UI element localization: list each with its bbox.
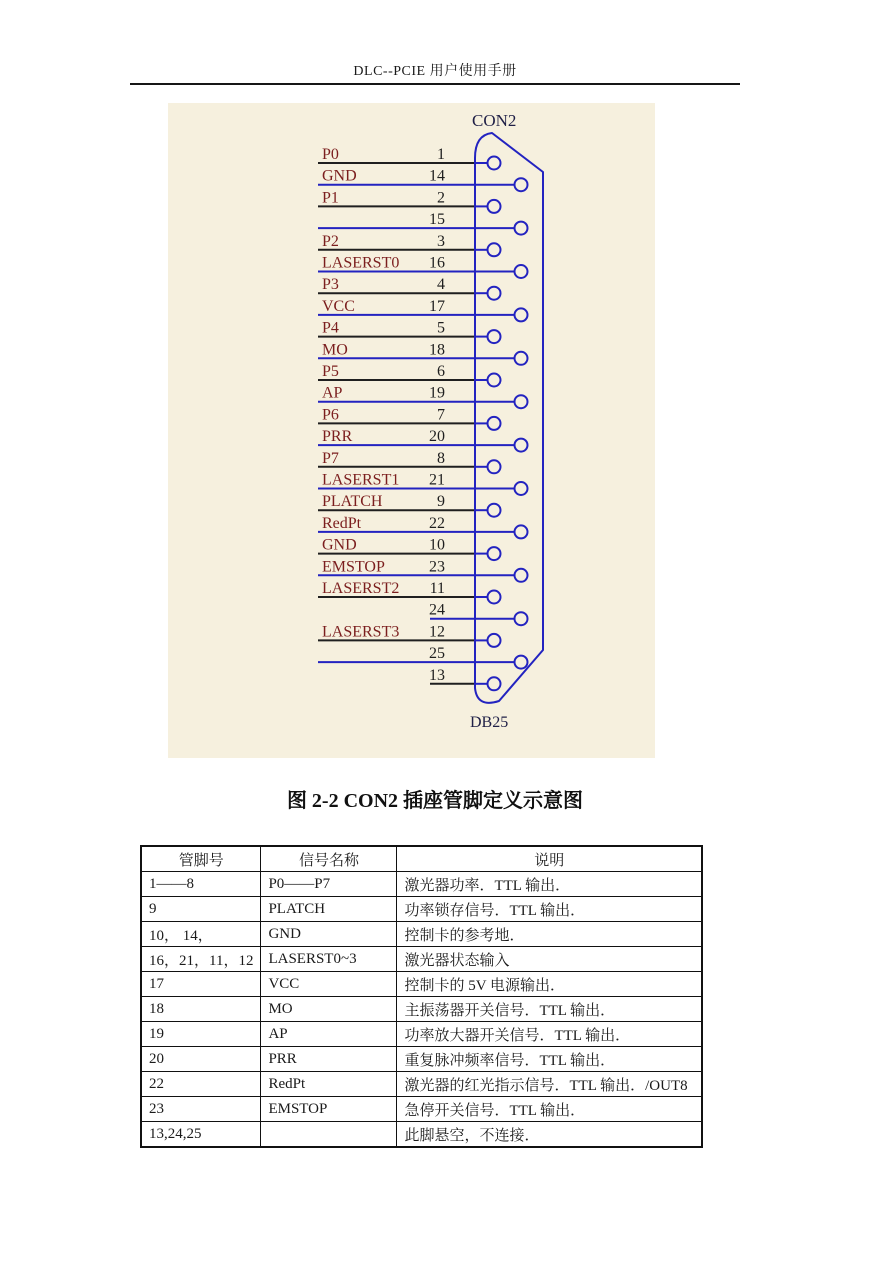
pin-signal-label: VCC bbox=[322, 297, 355, 315]
table-row bbox=[141, 947, 702, 972]
table-cell: PLATCH bbox=[261, 897, 397, 922]
pin-signal-label: LASERST3 bbox=[322, 623, 400, 641]
pin-number: 21 bbox=[429, 471, 445, 489]
pin-circle bbox=[488, 417, 501, 430]
pin-signal-label: LASERST2 bbox=[322, 580, 400, 597]
table-cell: EMSTOP bbox=[261, 1097, 397, 1122]
pin-signal-label: P2 bbox=[322, 232, 339, 250]
table-cell bbox=[261, 1122, 397, 1148]
pin-signal-label: P1 bbox=[322, 189, 339, 207]
pin-circle bbox=[488, 677, 501, 690]
pin-circle bbox=[488, 287, 501, 300]
pin-circle bbox=[515, 569, 528, 582]
pin-circle bbox=[515, 308, 528, 321]
table-header-row bbox=[141, 846, 702, 872]
pin-signal-label: P6 bbox=[322, 406, 339, 424]
pin-circle bbox=[488, 157, 501, 170]
connector-package-label: DB25 bbox=[470, 714, 509, 731]
pin-signal-label: LASERST1 bbox=[322, 471, 400, 489]
pin-signal-label: GND bbox=[322, 536, 357, 554]
table-cell: 急停开关信号．TTL 输出． bbox=[397, 1097, 702, 1122]
table-cell: 9 bbox=[141, 897, 261, 922]
pin-signal-label: P0 bbox=[322, 146, 339, 163]
pin-number: 18 bbox=[429, 341, 445, 359]
table-cell: MO bbox=[261, 997, 397, 1022]
pin-signal-label: P5 bbox=[322, 363, 339, 380]
table-row bbox=[141, 997, 702, 1022]
table-cell: RedPt bbox=[261, 1072, 397, 1097]
figure-caption: 图 2-2 CON2 插座管脚定义示意图 bbox=[286, 790, 584, 812]
table-cell: 激光器的红光指示信号．TTL 输出．/OUT8 bbox=[397, 1072, 702, 1097]
table-cell: GND bbox=[261, 922, 397, 947]
pin-circle bbox=[515, 178, 528, 191]
page-header-title: DLC--PCIE 用户使用手册 bbox=[353, 64, 517, 79]
table-row bbox=[141, 872, 702, 897]
pin-signal-label: P7 bbox=[322, 449, 339, 467]
pin-number: 6 bbox=[437, 363, 445, 380]
pin-number: 19 bbox=[429, 384, 445, 402]
pin-signal-label: AP bbox=[322, 384, 343, 402]
pin-signal-label: MO bbox=[322, 341, 348, 359]
pin-signal-label: PRR bbox=[322, 428, 353, 446]
table-cell: LASERST0~3 bbox=[261, 947, 397, 972]
table-header-cell-signal: 信号名称 bbox=[261, 846, 397, 872]
table-cell: 激光器状态输入 bbox=[397, 947, 702, 972]
table-cell: P0——P7 bbox=[261, 872, 397, 897]
table-cell: 1——8 bbox=[141, 872, 261, 897]
table-cell: PRR bbox=[261, 1047, 397, 1072]
pin-circle bbox=[488, 243, 501, 256]
pin-number: 4 bbox=[437, 276, 445, 294]
pin-number: 10 bbox=[429, 536, 445, 554]
table-row bbox=[141, 1072, 702, 1097]
pin-number: 15 bbox=[429, 211, 445, 229]
pin-circle bbox=[488, 504, 501, 517]
pin-circle bbox=[488, 460, 501, 473]
pin-circle bbox=[488, 547, 501, 560]
pin-number: 24 bbox=[429, 601, 445, 619]
pin-circle bbox=[488, 634, 501, 647]
table-header-cell-desc: 说明 bbox=[397, 846, 702, 872]
pin-number: 8 bbox=[437, 449, 445, 467]
pin-number: 11 bbox=[429, 580, 445, 597]
pin-definition-table bbox=[140, 845, 703, 1148]
table-cell: 19 bbox=[141, 1022, 261, 1047]
table-cell: 主振荡器开关信号．TTL 输出． bbox=[397, 997, 702, 1022]
pin-number: 22 bbox=[429, 514, 445, 532]
table-cell: 功率放大器开关信号．TTL 输出． bbox=[397, 1022, 702, 1047]
table-row bbox=[141, 1022, 702, 1047]
table-cell: 重复脉冲频率信号．TTL 输出． bbox=[397, 1047, 702, 1072]
table-cell: 18 bbox=[141, 997, 261, 1022]
table-row bbox=[141, 897, 702, 922]
header-rule bbox=[130, 83, 740, 85]
table-cell: 控制卡的参考地． bbox=[397, 922, 702, 947]
pin-number: 7 bbox=[437, 406, 445, 424]
pin-circle bbox=[515, 656, 528, 669]
pin-circle bbox=[515, 482, 528, 495]
table-cell: 20 bbox=[141, 1047, 261, 1072]
table-row bbox=[141, 972, 702, 997]
pin-number: 23 bbox=[429, 558, 445, 576]
pin-number: 1 bbox=[437, 146, 445, 163]
pin-circle bbox=[515, 612, 528, 625]
connector-name-label: CON2 bbox=[472, 111, 517, 130]
pin-circle bbox=[515, 265, 528, 278]
pin-circle bbox=[488, 330, 501, 343]
pin-number: 20 bbox=[429, 428, 445, 446]
table-row bbox=[141, 1122, 702, 1148]
table-row bbox=[141, 922, 702, 947]
pin-signal-label: P3 bbox=[322, 276, 339, 294]
pin-circle bbox=[515, 395, 528, 408]
connector-pinout-figure bbox=[168, 103, 655, 758]
pin-number: 12 bbox=[429, 623, 445, 641]
pin-circle bbox=[515, 439, 528, 452]
pin-circle bbox=[515, 525, 528, 538]
table-cell: AP bbox=[261, 1022, 397, 1047]
pin-signal-label: PLATCH bbox=[322, 493, 383, 511]
pin-circle bbox=[488, 200, 501, 213]
table-cell: 23 bbox=[141, 1097, 261, 1122]
table-header-cell-pin: 管脚号 bbox=[141, 846, 261, 872]
table-cell: 22 bbox=[141, 1072, 261, 1097]
pin-signal-label: LASERST0 bbox=[322, 254, 400, 272]
table-cell: 激光器功率．TTL 输出． bbox=[397, 872, 702, 897]
pin-circle bbox=[488, 374, 501, 387]
table-cell: 此脚悬空，不连接． bbox=[397, 1122, 702, 1148]
pin-number: 17 bbox=[429, 297, 445, 315]
pin-table-body bbox=[141, 872, 702, 1148]
pin-number: 14 bbox=[429, 167, 445, 185]
table-cell: 控制卡的 5V 电源输出． bbox=[397, 972, 702, 997]
diagram-background bbox=[168, 103, 655, 758]
pin-circle bbox=[515, 352, 528, 365]
table-cell: VCC bbox=[261, 972, 397, 997]
pin-number: 25 bbox=[429, 645, 445, 663]
pin-number: 5 bbox=[437, 319, 445, 337]
connector-diagram-svg bbox=[168, 103, 655, 758]
table-cell: 17 bbox=[141, 972, 261, 997]
pin-number: 16 bbox=[429, 254, 445, 272]
pin-number: 3 bbox=[437, 232, 445, 250]
table-cell: 13,24,25 bbox=[141, 1122, 261, 1148]
table-cell: 功率锁存信号．TTL 输出． bbox=[397, 897, 702, 922]
table-row bbox=[141, 1097, 702, 1122]
pin-number: 9 bbox=[437, 493, 445, 511]
table-row bbox=[141, 1047, 702, 1072]
pin-signal-label: RedPt bbox=[322, 514, 362, 532]
pin-circle bbox=[488, 591, 501, 604]
pin-number: 13 bbox=[429, 666, 445, 684]
table-cell: 16，21，11，12 bbox=[141, 947, 261, 972]
pin-circle bbox=[515, 222, 528, 235]
pin-signal-label: GND bbox=[322, 167, 357, 185]
table-cell: 10， 14， bbox=[141, 922, 261, 947]
pin-number: 2 bbox=[437, 189, 445, 207]
pin-signal-label: P4 bbox=[322, 319, 339, 337]
pin-signal-label: EMSTOP bbox=[322, 558, 385, 576]
